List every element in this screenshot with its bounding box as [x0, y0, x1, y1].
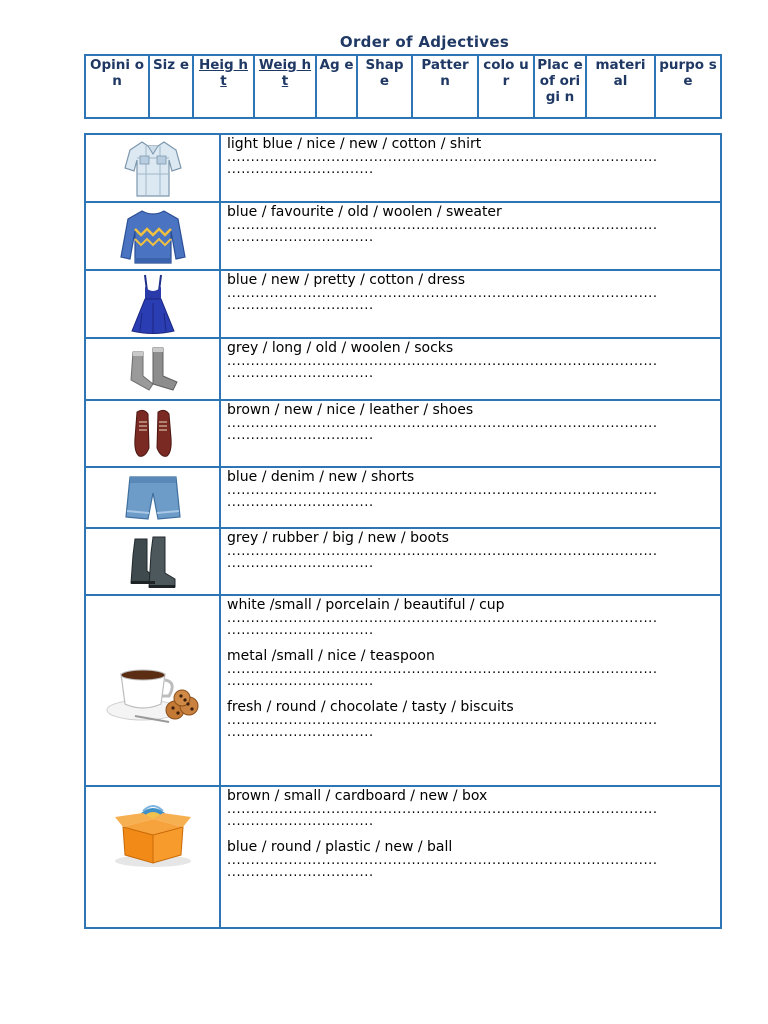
socks-icon [123, 346, 183, 392]
table-row [85, 528, 721, 595]
row-image [85, 270, 220, 338]
answer-line[interactable]: ........................................................................................... [227, 804, 658, 816]
answer-line[interactable]: ............................... [227, 300, 374, 312]
prompt-text: grey / rubber / big / new / boots [227, 530, 449, 546]
answer-line[interactable]: ............................... [227, 625, 374, 637]
header-colour: colo ur [478, 55, 534, 118]
answer-line[interactable]: ........................................................................................... [227, 288, 658, 300]
row-content [220, 400, 721, 467]
answer-line[interactable]: ........................................................................................... [227, 546, 658, 558]
row-content [220, 270, 721, 338]
row-content [220, 595, 721, 786]
header-size: Siz e [149, 55, 193, 118]
answer-line[interactable]: ............................... [227, 430, 374, 442]
boots-icon [129, 535, 177, 589]
table-row [85, 270, 721, 338]
answer-line[interactable]: ............................... [227, 676, 374, 688]
shoes-icon [131, 408, 175, 460]
answer-line[interactable]: ........................................................................................... [227, 715, 658, 727]
prompt-text: metal /small / nice / teaspoon [227, 648, 435, 664]
header-material: materi al [586, 55, 655, 118]
table-row [85, 338, 721, 400]
table-row [85, 202, 721, 270]
row-content [220, 467, 721, 528]
row-content [220, 202, 721, 270]
answer-line[interactable]: ............................... [227, 867, 374, 879]
prompt-text: light blue / nice / new / cotton / shirt [227, 136, 482, 152]
table-row [85, 595, 721, 786]
answer-line[interactable]: ............................... [227, 497, 374, 509]
answer-line[interactable]: ........................................................................................... [227, 220, 658, 232]
header-place-of-origin: Plac e of origi n [534, 55, 586, 118]
row-image [85, 202, 220, 270]
header-height: Heig ht [193, 55, 254, 118]
answer-line[interactable]: ........................................................................................... [227, 613, 658, 625]
prompt-text: blue / new / pretty / cotton / dress [227, 272, 466, 288]
header-shape: Shap e [357, 55, 412, 118]
prompt-text: fresh / round / chocolate / tasty / biscuits [227, 699, 514, 715]
row-image [85, 595, 220, 786]
answer-line[interactable]: ............................... [227, 164, 374, 176]
table-row [85, 400, 721, 467]
prompt-text: blue / round / plastic / new / ball [227, 839, 453, 855]
answer-line[interactable]: ........................................................................................... [227, 418, 658, 430]
answer-line[interactable]: ............................... [227, 816, 374, 828]
page-title: Order of Adjectives [339, 33, 510, 51]
exercise-table [84, 133, 722, 929]
answer-line[interactable]: ........................................................................................... [227, 152, 658, 164]
header-weight: Weig ht [254, 55, 316, 118]
row-image [85, 467, 220, 528]
dress-icon [128, 273, 178, 335]
row-content [220, 134, 721, 202]
row-content [220, 338, 721, 400]
answer-line[interactable]: ............................... [227, 368, 374, 380]
row-content [220, 528, 721, 595]
header-pattern: Patter n [412, 55, 478, 118]
prompt-text: grey / long / old / woolen / socks [227, 340, 454, 356]
header-purpose: purpo se [655, 55, 721, 118]
box-and-ball-icon [113, 799, 193, 869]
answer-line[interactable]: ........................................................................................... [227, 356, 658, 368]
row-image [85, 134, 220, 202]
table-row [85, 786, 721, 928]
prompt-text: white /small / porcelain / beautiful / cup [227, 597, 505, 613]
row-image [85, 528, 220, 595]
answer-line[interactable]: ........................................................................................... [227, 664, 658, 676]
row-image [85, 400, 220, 467]
answer-line[interactable]: ............................... [227, 558, 374, 570]
prompt-text: brown / small / cardboard / new / box [227, 788, 488, 804]
header-age: Ag e [316, 55, 357, 118]
row-image [85, 786, 220, 928]
answer-line[interactable]: ........................................................................................... [227, 855, 658, 867]
table-row [85, 467, 721, 528]
answer-line[interactable]: ............................... [227, 232, 374, 244]
adjective-order-header-table [84, 54, 722, 119]
shirt-icon [122, 138, 184, 198]
row-image [85, 338, 220, 400]
cup-and-biscuits-icon [105, 658, 201, 724]
answer-line[interactable]: ........................................................................................... [227, 485, 658, 497]
prompt-text: blue / denim / new / shorts [227, 469, 415, 485]
row-content [220, 786, 721, 928]
sweater-icon [118, 207, 188, 265]
prompt-text: brown / new / nice / leather / shoes [227, 402, 474, 418]
answer-line[interactable]: ............................... [227, 727, 374, 739]
table-row [85, 134, 721, 202]
prompt-text: blue / favourite / old / woolen / sweater [227, 204, 502, 220]
header-opinion: Opini on [85, 55, 149, 118]
shorts-icon [124, 473, 182, 523]
